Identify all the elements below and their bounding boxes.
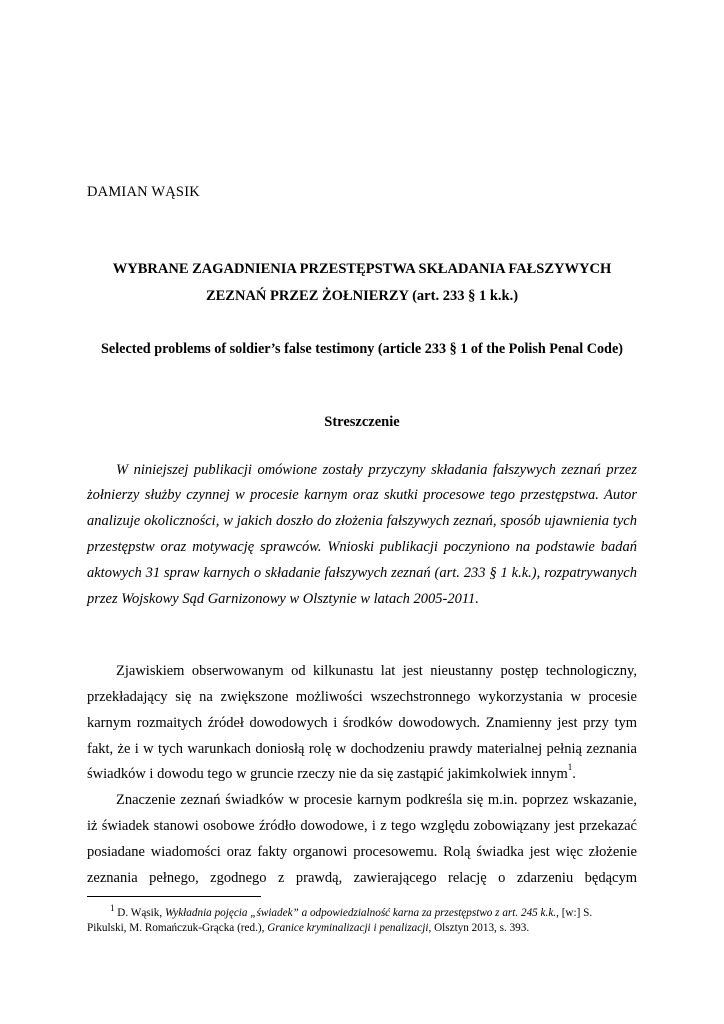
footnote-text: , [w:] S.: [556, 907, 593, 919]
abstract-line: przestępstw oraz motywację sprawców. Wnioski publikacji poczyniono na podstawie badań: [87, 539, 637, 555]
footnote-title: Wykładnia pojęcia „świadek” a odpowiedzialność karna za przestępstwo z art. 245 k.k.: [164, 907, 557, 919]
footnote-text: , Olsztyn 2013, s. 393.: [428, 922, 530, 934]
english-subtitle: Selected problems of soldier’s false testimony (article 233 § 1 of the Polish Penal Code): [101, 341, 623, 357]
body-line: zeznania pełnego, zgodnego z prawdą, zawierającego relację o zdarzeniu będącym: [87, 870, 637, 886]
sentence-period: .: [572, 766, 576, 782]
footnote-text: Pikulski, M. Romańczuk-Grącka (red.),: [87, 922, 268, 934]
footnote-book-title: Granice kryminalizacji i penalizacji: [267, 922, 429, 934]
body-line: Znaczenie zeznań świadków w procesie karnym podkreśla się m.in. poprzez wskazanie,: [116, 792, 637, 808]
body-text: świadków i dowodu tego w gruncie rzeczy nie da się zastąpić jakimkolwiek innym: [87, 766, 568, 782]
footnote-text: D. Wąsik,: [114, 907, 165, 919]
body-line: przekładający się na zwiększone możliwości wszechstronnego wykorzystania w procesie: [87, 689, 637, 705]
title-line-2: ZEZNAŃ PRZEZ ŻOŁNIERZY (art. 233 § 1 k.k.): [205, 288, 519, 304]
body-line-with-footnote: [87, 762, 637, 783]
body-line: fakt, że i w tych warunkach doniosłą rolę w dochodzeniu prawdy materialnej pełnią zeznania: [87, 741, 637, 757]
abstract-line: analizuje okoliczności, w jakich doszło do złożenia fałszywych zeznań, sposób ujawnienia tych: [87, 513, 637, 529]
footnote-reference[interactable]: 1: [567, 762, 573, 772]
abstract-line: aktowych 31 spraw karnych o składanie fałszywych zeznań (art. 233 § 1 k.k.), rozpatrywanych: [87, 565, 637, 581]
abstract-line: przez Wojskowy Sąd Garnizonowy w Olsztynie w latach 2005-2011.: [87, 591, 479, 607]
body-line: iż świadek stanowi osobowe źródło dowodowe, i z tego względu zobowiązany jest przekazać: [87, 818, 637, 834]
abstract-heading: Streszczenie: [324, 414, 400, 430]
footnote-number: 1: [110, 903, 115, 913]
abstract-line: żołnierzy służby czynnej w procesie karnym oraz skutki procesowe tego przestępstwa. Autor: [87, 487, 637, 503]
footnote-line-1: [110, 903, 637, 919]
abstract-line: W niniejszej publikacji omówione zostały przyczyny składania fałszywych zeznań przez: [116, 462, 637, 478]
footnote-divider: [87, 896, 261, 897]
body-line: posiadane wiadomości oraz fakty organowi procesowemu. Rolą świadka jest więc złożenie: [87, 844, 637, 860]
title-line-1: WYBRANE ZAGADNIENIA PRZESTĘPSTWA SKŁADANIA FAŁSZYWYCH: [112, 261, 612, 277]
body-line: Zjawiskiem obserwowanym od kilkunastu lat jest nieustanny postęp technologiczny,: [116, 663, 637, 679]
footnote-line-2: [87, 922, 637, 934]
author-name: DAMIAN WĄSIK: [87, 184, 200, 200]
body-line: karnym rozmaitych źródeł dowodowych i środków dowodowych. Znamienny jest przy tym: [87, 715, 637, 731]
